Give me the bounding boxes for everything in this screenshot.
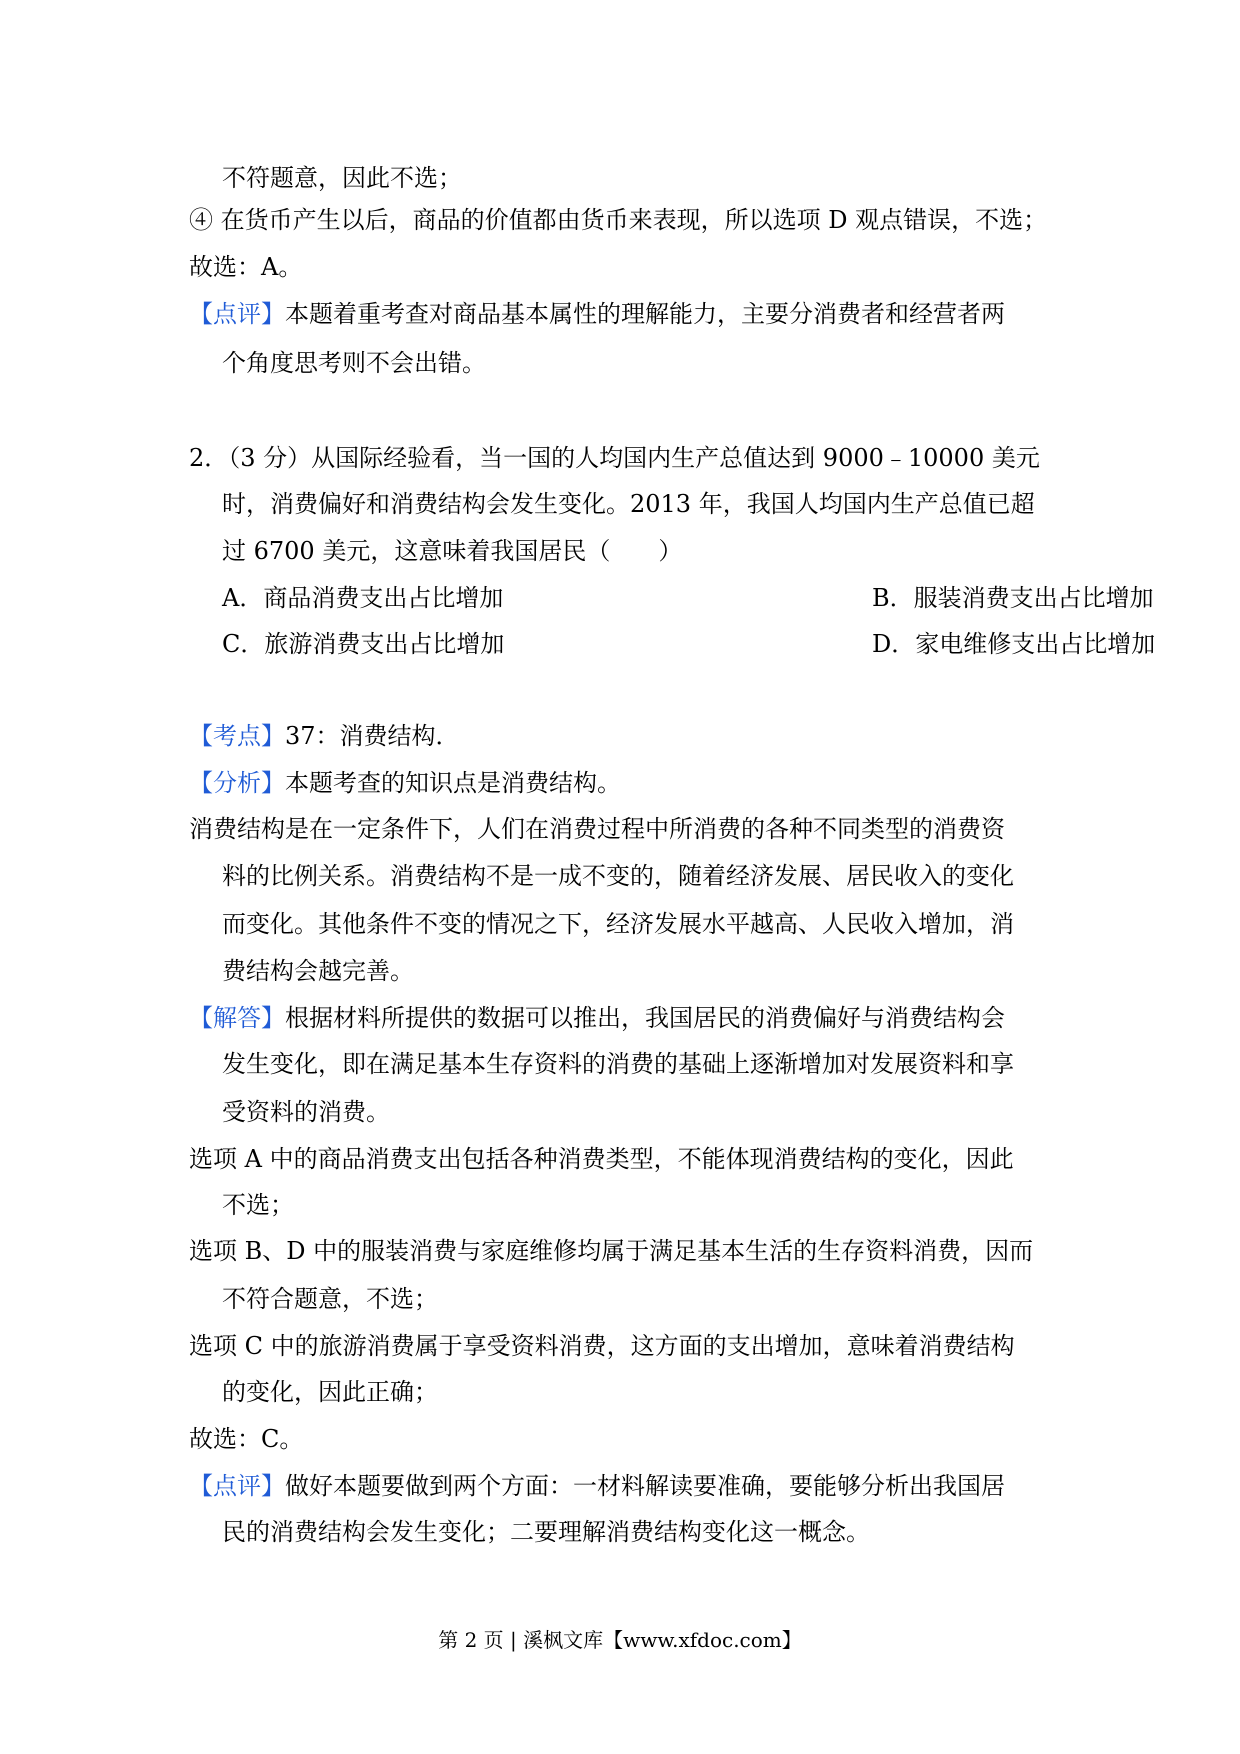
option-row bbox=[222, 581, 1154, 615]
option-a-analysis: 不选； bbox=[222, 1191, 294, 1219]
question-stem-line: 2．（3 分）从国际经验看，当一国的人均国内生产总值达到 9000﹣10000 美元 bbox=[189, 444, 1040, 472]
kaodian-text: 37：消费结构． bbox=[285, 722, 460, 750]
review-text: 本题着重考查对商品基本属性的理解能力，主要分消费者和经营者两 bbox=[285, 300, 1005, 328]
review-line bbox=[189, 1469, 1005, 1503]
option-b: B．服装消费支出占比增加 bbox=[872, 584, 1154, 612]
kaodian-tag: 【考点】 bbox=[189, 722, 285, 750]
review-tag: 【点评】 bbox=[189, 300, 285, 328]
prev-review-line bbox=[189, 297, 1005, 331]
question-stem-line: 过 6700 美元，这意味着我国居民（ ） bbox=[222, 537, 683, 565]
jieda-tag: 【解答】 bbox=[189, 1004, 285, 1032]
review-line: 民的消费结构会发生变化；二要理解消费结构变化这一概念。 bbox=[222, 1518, 870, 1546]
option-a: A．商品消费支出占比增加 bbox=[222, 584, 504, 612]
jieda-line: 受资料的消费。 bbox=[222, 1098, 390, 1126]
kaodian-line bbox=[189, 719, 460, 753]
fenxi-text: 本题考查的知识点是消费结构。 bbox=[285, 769, 621, 797]
option-bd-analysis: 选项 B、D 中的服装消费与家庭维修均属于满足基本生活的生存资料消费，因而 bbox=[189, 1237, 1034, 1265]
option-a-analysis: 选项 A 中的商品消费支出包括各种消费类型，不能体现消费结构的变化，因此 bbox=[189, 1145, 1014, 1173]
option-row bbox=[222, 627, 1156, 661]
fenxi-line bbox=[189, 766, 621, 800]
answer-line: 故选：C。 bbox=[189, 1425, 304, 1453]
option-c-analysis: 选项 C 中的旅游消费属于享受资料消费，这方面的支出增加，意味着消费结构 bbox=[189, 1332, 1015, 1360]
jieda-line bbox=[189, 1001, 1005, 1035]
analysis-line: 料的比例关系。消费结构不是一成不变的，随着经济发展、居民收入的变化 bbox=[222, 862, 1014, 890]
option-bd-analysis: 不符合题意，不选； bbox=[222, 1285, 438, 1313]
analysis-line: 而变化。其他条件不变的情况之下，经济发展水平越高、人民收入增加，消 bbox=[222, 910, 1014, 938]
prev-analysis-line: 不符题意，因此不选； bbox=[222, 164, 462, 192]
jieda-line: 发生变化，即在满足基本生存资料的消费的基础上逐渐增加对发展资料和享 bbox=[222, 1050, 1014, 1078]
prev-answer: 故选：A。 bbox=[189, 253, 303, 281]
question-stem-line: 时，消费偏好和消费结构会发生变化。2013 年，我国人均国内生产总值已超 bbox=[222, 490, 1035, 518]
review-tag: 【点评】 bbox=[189, 1472, 285, 1500]
option-c: C．旅游消费支出占比增加 bbox=[222, 630, 505, 658]
option-c-analysis: 的变化，因此正确； bbox=[222, 1378, 438, 1406]
prev-analysis-line: ④ 在货币产生以后，商品的价值都由货币来表现，所以选项 D 观点错误，不选； bbox=[189, 206, 1048, 234]
prev-review-line: 个角度思考则不会出错。 bbox=[222, 349, 486, 377]
jieda-text: 根据材料所提供的数据可以推出，我国居民的消费偏好与消费结构会 bbox=[285, 1004, 1005, 1032]
analysis-line: 费结构会越完善。 bbox=[222, 957, 414, 985]
fenxi-tag: 【分析】 bbox=[189, 769, 285, 797]
analysis-line: 消费结构是在一定条件下，人们在消费过程中所消费的各种不同类型的消费资 bbox=[189, 815, 1005, 843]
page-footer: 第 2 页 | 溪枫文库【www.xfdoc.com】 bbox=[438, 1628, 802, 1652]
review-text: 做好本题要做到两个方面：一材料解读要准确，要能够分析出我国居 bbox=[285, 1472, 1005, 1500]
option-d: D．家电维修支出占比增加 bbox=[872, 630, 1156, 658]
